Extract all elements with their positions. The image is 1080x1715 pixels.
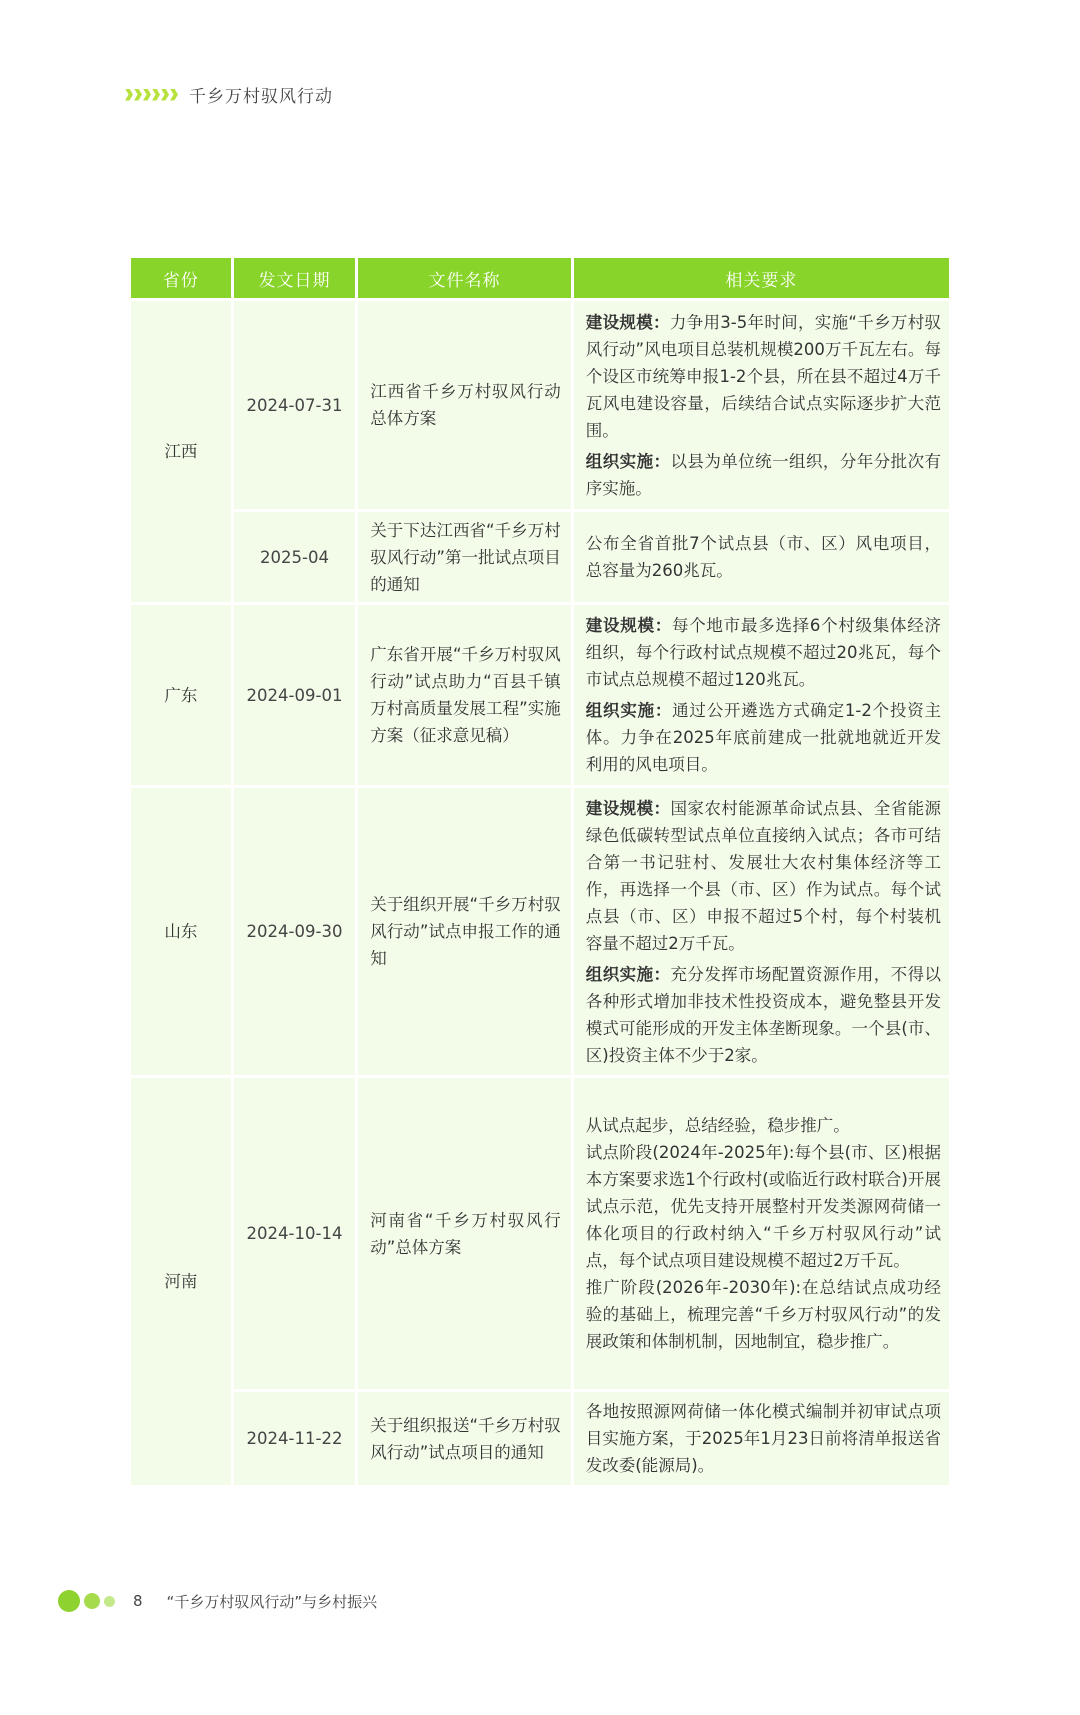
province-cell: 广东 <box>131 605 231 785</box>
requirement-text: 试点阶段(2024年-2025年):每个县(市、区)根据本方案要求选1个行政村(或临近行政村联合)开展试点示范，优先支持开展整村开发类源网荷储一体化项目的行政村纳入“千乡万村驭风行动”试点，每个试点项目建设规模不超过2万千瓦。 <box>585 1143 941 1270</box>
province-cell: 山东 <box>131 788 231 1075</box>
requirement-text: 公布全省首批7个试点县（市、区）风电项目，总容量为260兆瓦。 <box>585 534 941 580</box>
footer-dot-icon <box>84 1593 100 1609</box>
table-row <box>131 788 949 1075</box>
requirement-text: 通过公开遴选方式确定1-2个投资主体。力争在2025年底前建成一批就地就近开发利用的风电项目。 <box>585 701 941 774</box>
document-cell: 关于组织报送“千乡万村驭风行动”试点项目的通知 <box>358 1392 571 1485</box>
chevron-decoration-icon <box>125 89 179 101</box>
column-header-province: 省份 <box>131 258 231 298</box>
page-header <box>125 82 333 107</box>
requirement-text: 每个地市最多选择6个村级集体经济组织，每个行政村试点规模不超过20兆瓦，每个市试点总规模不超过120兆瓦。 <box>585 616 942 689</box>
requirement-label: 建设规模： <box>585 312 670 332</box>
policy-table <box>128 255 952 1488</box>
requirement-label: 组织实施： <box>585 964 671 984</box>
requirement-text: 充分发挥市场配置资源作用，不得以各种形式增加非技术性投资成本，避免整县开发模式可能形成的开发主体垄断现象。一个县(市、区)投资主体不少于2家。 <box>585 964 942 1065</box>
table-header-row <box>131 258 949 298</box>
requirement-text: 以县为单位统一组织，分年分批次有序实施。 <box>585 451 942 498</box>
column-header-document: 文件名称 <box>358 258 571 298</box>
table-row <box>131 1078 949 1389</box>
requirements-cell <box>574 1078 949 1389</box>
footer-dot-icon <box>104 1596 115 1607</box>
column-header-date: 发文日期 <box>234 258 355 298</box>
header-title: 千乡万村驭风行动 <box>189 87 333 107</box>
document-cell: 江西省千乡万村驭风行动总体方案 <box>358 301 571 509</box>
requirements-cell <box>574 605 949 785</box>
page-footer <box>58 1590 377 1612</box>
table-row <box>131 1392 949 1485</box>
requirement-label: 建设规模： <box>585 616 672 635</box>
column-header-requirements: 相关要求 <box>574 258 949 298</box>
province-cell: 河南 <box>131 1078 231 1485</box>
requirement-text: 各地按照源网荷储一体化模式编制并初审试点项目实施方案，于2025年1月23日前将清单报送省发改委(能源局)。 <box>585 1402 941 1475</box>
requirement-label: 建设规模： <box>585 798 671 818</box>
document-cell: 广东省开展“千乡万村驭风行动”试点助力“百县千镇万村高质量发展工程”实施方案（征求意见稿） <box>358 605 571 785</box>
table-row <box>131 512 949 602</box>
requirement-label: 组织实施： <box>585 451 671 471</box>
table-row <box>131 301 949 509</box>
requirements-cell <box>574 301 949 509</box>
requirement-text: 国家农村能源革命试点县、全省能源绿色低碳转型试点单位直接纳入试点；各市可结合第一书记驻村、发展壮大农村集体经济等工作，再选择一个县（市、区）作为试点。每个试点县（市、区）申报不超过5个村，每个村装机容量不超过2万千瓦。 <box>585 798 942 953</box>
date-cell: 2024-09-30 <box>234 788 355 1075</box>
requirement-text: 从试点起步，总结经验，稳步推广。 <box>585 1116 850 1135</box>
requirement-label: 组织实施： <box>585 701 673 720</box>
footer-title: “千乡万村驭风行动”与乡村振兴 <box>166 1592 378 1611</box>
table-row <box>131 605 949 785</box>
date-cell: 2024-11-22 <box>234 1392 355 1485</box>
document-cell: 河南省“千乡万村驭风行动”总体方案 <box>358 1078 571 1389</box>
date-cell: 2024-07-31 <box>234 301 355 509</box>
requirements-cell <box>574 1392 949 1485</box>
requirement-text: 力争用3-5年时间，实施“千乡万村驭风行动”风电项目总装机规模200万千瓦左右。每个设区市统筹申报1-2个县，所在县不超过4万千瓦风电建设容量，后续结合试点实际逐步扩大范围。 <box>585 312 942 440</box>
footer-dot-icon <box>58 1590 80 1612</box>
date-cell: 2025-04 <box>234 512 355 602</box>
province-cell: 江西 <box>131 301 231 602</box>
requirement-text: 推广阶段(2026年-2030年):在总结试点成功经验的基础上，梳理完善“千乡万村驭风行动”的发展政策和体制机制，因地制宜，稳步推广。 <box>585 1278 941 1351</box>
requirements-cell <box>574 788 949 1075</box>
requirements-cell <box>574 512 949 602</box>
date-cell: 2024-09-01 <box>234 605 355 785</box>
date-cell: 2024-10-14 <box>234 1078 355 1389</box>
document-cell: 关于组织开展“千乡万村驭风行动”试点申报工作的通知 <box>358 788 571 1075</box>
page-number: 8 <box>133 1592 143 1610</box>
document-cell: 关于下达江西省“千乡万村驭风行动”第一批试点项目的通知 <box>358 512 571 602</box>
